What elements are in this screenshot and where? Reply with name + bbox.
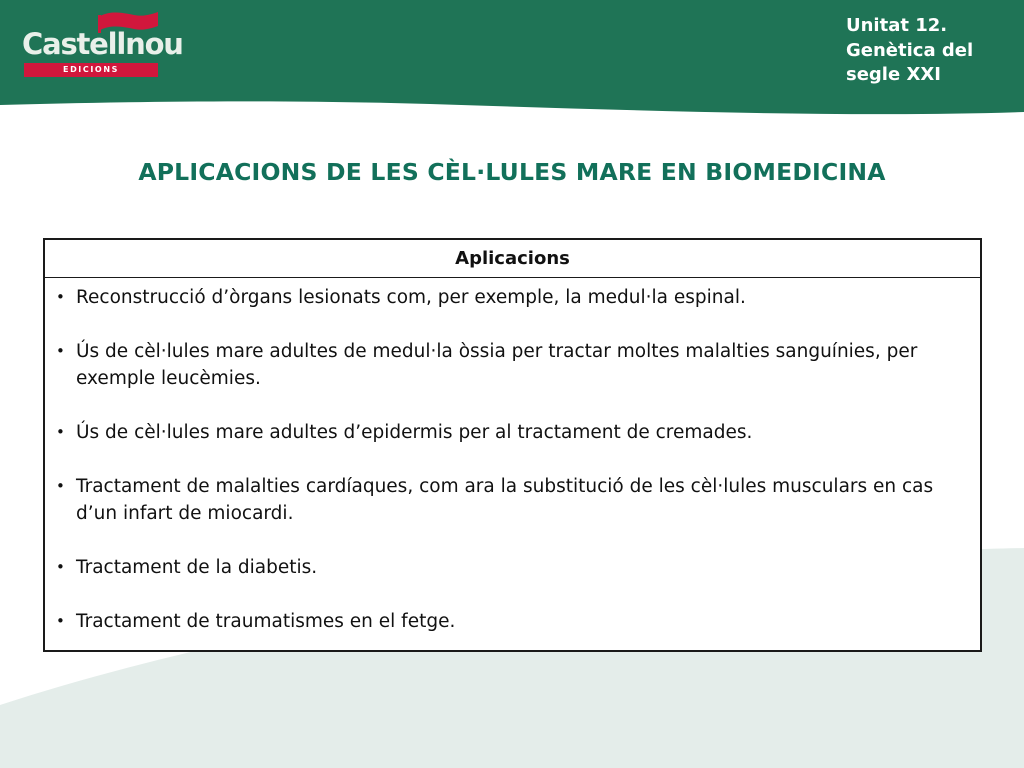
bullet-icon: • bbox=[56, 288, 65, 306]
unit-header bbox=[846, 14, 1016, 88]
bullet-icon: • bbox=[56, 342, 65, 360]
logo-subtitle: EDICIONS bbox=[24, 63, 158, 77]
unit-title-line-1: Genètica del bbox=[846, 39, 974, 61]
list-item-text: Tractament de traumatismes en el fetge. bbox=[76, 611, 456, 632]
list-item bbox=[45, 419, 980, 446]
list-item bbox=[45, 608, 980, 635]
applications-list bbox=[45, 278, 980, 635]
list-item-text: Ús de cèl·lules mare adultes de medul·la òssia per tractar moltes malalties sanguínies, per exemple leucèmies. bbox=[76, 341, 918, 389]
list-item-text: Tractament de la diabetis. bbox=[76, 557, 318, 578]
list-item bbox=[45, 338, 980, 392]
unit-number: Unitat 12. bbox=[846, 15, 948, 36]
bullet-icon: • bbox=[56, 558, 65, 576]
logo-name: Castellnou bbox=[22, 27, 183, 61]
bullet-icon: • bbox=[56, 423, 65, 441]
list-item-text: Reconstrucció d’òrgans lesionats com, per exemple, la medul·la espinal. bbox=[76, 287, 746, 308]
list-item bbox=[45, 554, 980, 581]
list-item-text: Tractament de malalties cardíaques, com ara la substitució de les cèl·lules musculars en cas d’un infart de miocardi. bbox=[76, 476, 934, 524]
list-item bbox=[45, 284, 980, 311]
applications-table bbox=[43, 238, 982, 652]
list-item bbox=[45, 473, 980, 527]
table-header: Aplicacions bbox=[45, 240, 980, 278]
bullet-icon: • bbox=[56, 477, 65, 495]
bullet-icon: • bbox=[56, 612, 65, 630]
page-title: APLICACIONS DE LES CÈL·LULES MARE EN BIOMEDICINA bbox=[138, 158, 886, 186]
list-item-text: Ús de cèl·lules mare adultes d’epidermis per al tractament de cremades. bbox=[76, 422, 753, 443]
unit-title-line-2: segle XXI bbox=[846, 64, 941, 85]
castellnou-logo bbox=[22, 10, 183, 78]
